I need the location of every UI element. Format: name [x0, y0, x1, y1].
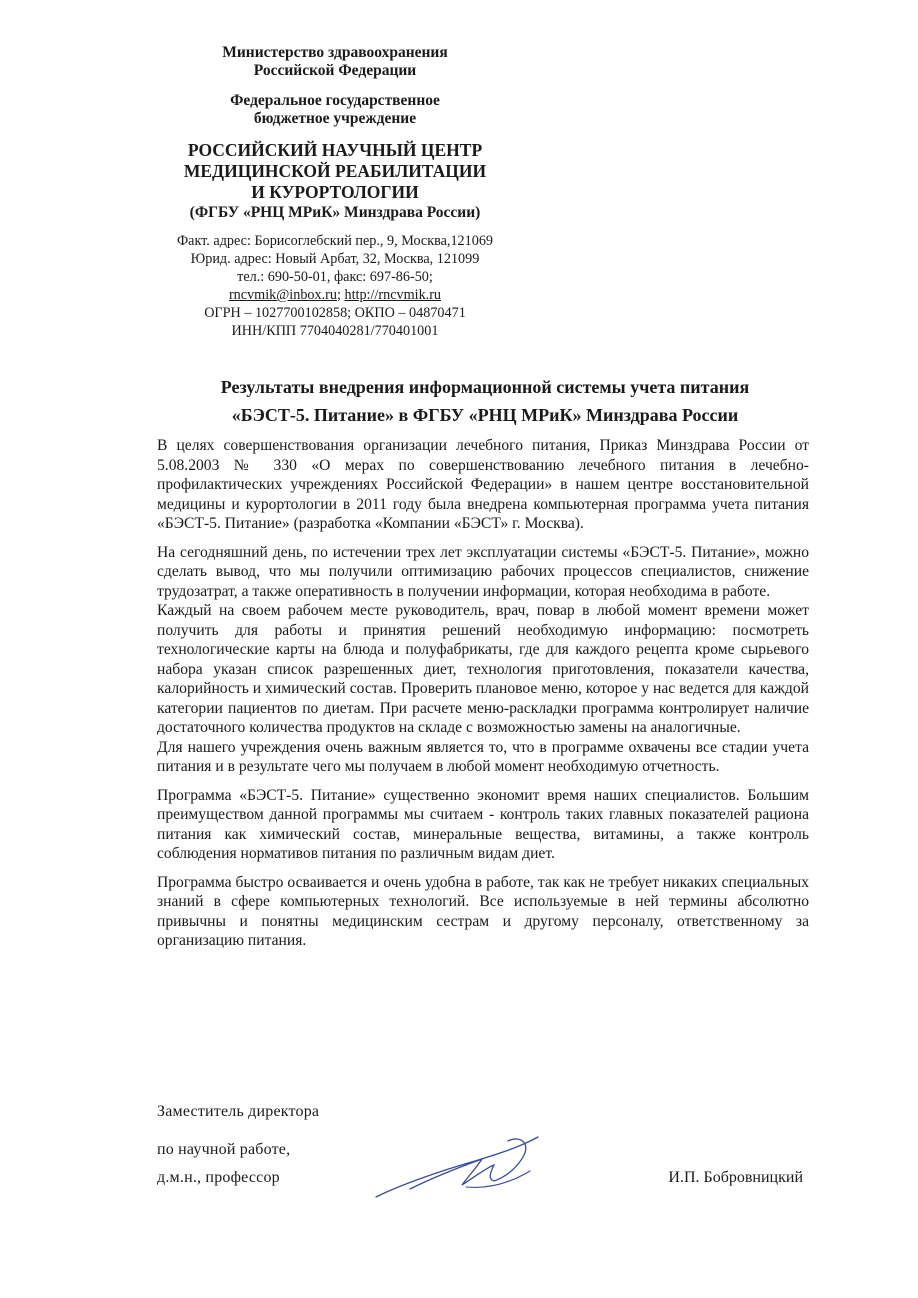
- signatory-position-line3: д.м.н., профессор: [157, 1169, 280, 1186]
- ministry-name-line1: Министерство здравоохранения: [222, 44, 448, 61]
- signatory-position-line2: по научной работе,: [157, 1141, 291, 1158]
- center-name-line2: МЕДИЦИНСКОЙ РЕАБИЛИТАЦИИ: [183, 161, 487, 181]
- paragraph-workplace-access: Каждый на своем рабочем месте руководитель, врач, повар в любой момент времени может получить для работы и принятия решений необходимую информацию: посмотреть технологические карты на блюда и полуфабрикаты, где для каждого рецепта кроме сырьевого набора указан список разрешенных диет, технология приготовления, показатели качества, калорийность и химический состав. Проверить плановое меню, которое у нас ведется для каждой категории пациентов по диетам. При расчете меню-раскладки программа контролирует наличие достаточного количества продуктов на складе с возможностью замены на аналогичные.: [157, 602, 809, 736]
- document-title: [100, 373, 870, 429]
- contact-separator: ;: [336, 287, 345, 303]
- email-link[interactable]: rncvmik@inbox.ru: [228, 287, 337, 303]
- document-title-line2: «БЭСТ-5. Питание» в ФГБУ «РНЦ МРиК» Минздрава России: [231, 405, 739, 425]
- email-website-line: [150, 286, 520, 304]
- paragraph-time-saving: Программа «БЭСТ-5. Питание» существенно экономит время наших специалистов. Большим преимуществом данной программы мы считаем - контроль таких главных показателей рациона питания как химический состав, минеральные вещества, витамины, а также контроль соблюдения нормативов питания по различным видам диет.: [157, 786, 809, 862]
- phone-fax: тел.: 690-50-01, факс: 697-86-50;: [237, 269, 433, 285]
- website-link[interactable]: http://rncvmik.ru: [344, 287, 442, 303]
- center-abbreviation: (ФГБУ «РНЦ МРиК» Минздрава России): [189, 204, 481, 221]
- actual-address: Факт. адрес: Борисоглебский пер., 9, Москва,121069: [176, 233, 494, 249]
- document-title-line1: Результаты внедрения информационной системы учета питания: [220, 377, 750, 397]
- signature-block: [157, 1103, 817, 1203]
- document-body: [157, 436, 809, 951]
- inn-kpp: ИНН/КПП 7704040281/770401001: [231, 323, 439, 339]
- ogrn-okpo: ОГРН – 1027700102858; ОКПО – 04870471: [204, 305, 466, 321]
- paragraph-introduction: В целях совершенствования организации лечебного питания, Приказ Минздрава России от 5.08.2003 № 330 «О мерах по совершенствованию лечебного питания в лечебно-профилактических учреждениях Российской Федерации» в нашем центре восстановительной медицины и курортологии в 2011 году была внедрена компьютерная программа учета питания «БЭСТ-5. Питание» (разработка «Компании «БЭСТ» г. Москва).: [157, 437, 809, 532]
- center-name-line1: РОССИЙСКИЙ НАУЧНЫЙ ЦЕНТР: [187, 140, 483, 160]
- signatory-name: И.П. Бобровницкий: [668, 1169, 803, 1186]
- paragraph-results: На сегодняшний день, по истечении трех лет эксплуатации системы «БЭСТ-5. Питание», можно сделать вывод, что мы получили оптимизацию рабочих процессов специалистов, снижение трудозатрат, а также оперативность в получении информации, которая необходима в работе.: [157, 543, 809, 600]
- letterhead: [150, 44, 520, 340]
- paragraph-usability: Программа быстро осваивается и очень удобна в работе, так как не требует никаких специальных знаний в сфере компьютерных технологий. Все используемые в ней термины абсолютно привычны и понятны медицинским сестрам и другому персоналу, ответственному за организацию питания.: [157, 873, 809, 949]
- contact-block: [150, 232, 520, 340]
- signatory-position-line1: Заместитель директора: [157, 1103, 320, 1120]
- ministry-name-line2: Российской Федерации: [253, 62, 417, 79]
- center-name-line3: И КУРОРТОЛОГИИ: [251, 182, 419, 202]
- handwritten-signature: [370, 1127, 560, 1207]
- paragraph-full-coverage: Для нашего учреждения очень важным является то, что в программе охвачены все стадии учета питания и в результате чего мы получаем в любой момент необходимую отчетность.: [157, 738, 809, 775]
- institution-type-line1: Федеральное государственное: [230, 92, 440, 109]
- legal-address: Юрид. адрес: Новый Арбат, 32, Москва, 121099: [190, 251, 480, 267]
- institution-type-line2: бюджетное учреждение: [253, 110, 417, 127]
